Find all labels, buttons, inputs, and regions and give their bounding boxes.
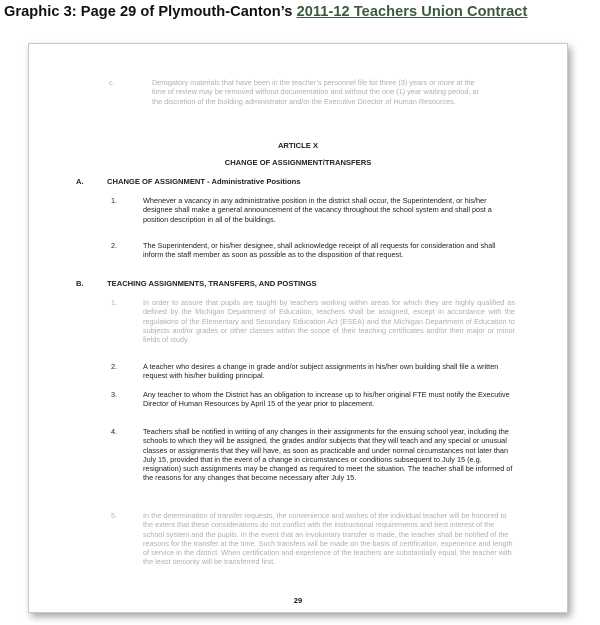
item-text: A teacher who desires a change in grade and/or subject assignments in his/her own building shall file a written request with his/her building principal.: [143, 362, 499, 381]
item-text: In the determination of transfer requests, the convenience and wishes of the individual teacher will be honored to the extent that these considerations do not conflict with the instructional requirements and best interest of the school system and the pupils. In the event that an involuntary transfer is made, the teacher shall be notified of the reasons for the transfer at the time. Such transfers will be made on the basis of certification, experience and length of service in the district. When certification and experience of the teachers are substantially equal, the teacher with the least seniority will be transferred first.: [143, 511, 513, 567]
section-b-item-2: [111, 362, 515, 381]
contract-title-underlined: 2011-12 Teachers Union Contract: [296, 4, 528, 20]
section-b-title: TEACHING ASSIGNMENTS, TRANSFERS, AND POSTINGS: [107, 279, 317, 288]
item-text: Whenever a vacancy in any administrative position in the district shall occur, the Superintendent, or his/her designee shall make a general announcement of the vacancy throughout the school system and shall post a position description in all of the buildings.: [143, 196, 492, 224]
item-number: 2.: [111, 241, 118, 250]
section-a-item-1: [111, 196, 515, 224]
item-number: 3.: [111, 390, 118, 399]
page-number: 29: [293, 596, 303, 605]
item-number: 5.: [111, 511, 118, 520]
section-a-item-2: [111, 241, 515, 260]
section-a-letter: A.: [76, 177, 84, 186]
item-c: [109, 78, 479, 106]
item-number: 1.: [111, 298, 118, 307]
article-title: CHANGE OF ASSIGNMENT/TRANSFERS: [224, 158, 372, 167]
section-b-letter: B.: [76, 279, 84, 288]
item-c-text: Derogatory materials that have been in the teacher’s personnel file for three (3) years or more at the time of review may be removed without documentation and without the one (1) year waiting period, at the discretion of the building administrator and/or the Executive Director of Human Resources.: [152, 78, 479, 106]
graphic-title: [4, 4, 527, 20]
graphic-title-prefix: Graphic 3: Page 29 of Plymouth-Canton’s: [4, 4, 297, 20]
contract-page: [28, 43, 568, 613]
item-number: 1.: [111, 196, 118, 205]
item-text: The Superintendent, or his/her designee, shall acknowledge receipt of all requests for consideration and shall inform the staff member as soon as possible as to the disposition of that request.: [143, 241, 496, 260]
section-a-title: CHANGE OF ASSIGNMENT - Administrative Positions: [107, 177, 301, 186]
item-number: 4.: [111, 427, 118, 436]
section-b-item-4: [111, 427, 515, 483]
item-text: In order to assure that pupils are taught by teachers working within areas for which they are highly qualified as defined by the Michigan Department of Education, teachers shall be assigned, except in accordance with the regulations of the Elementary and Secondary Education Act (ESEA) and the Michigan Department of Education to subjects and/or grades or other classes within the scope of their teaching certificates and/or their major or minor fields of study.: [143, 298, 515, 345]
item-c-label: c.: [109, 78, 115, 87]
item-text: Teachers shall be notified in writing of any changes in their assignments for the ensuing school year, including the schools to which they will be assigned, the grades and/or subjects that they will teach and any special or unusual classes or assignments that they will have, as soon as practicable and under normal circumstances not later than July 15, provided that in the event of a change in circumstances or conditions subsequent to July 15 (e.g. resignation) such assignments may be changed as required to meet the situation. The teacher shall be informed of the reasons for any changes that become necessary after July 15.: [143, 427, 513, 483]
section-b-item-5: [111, 511, 515, 567]
item-text: Any teacher to whom the District has an obligation to increase up to his/her original FTE must notify the Executive Director of Human Resources by April 15 of the year prior to placement.: [143, 390, 510, 409]
section-b-item-3: [111, 390, 515, 409]
article-number: ARTICLE X: [277, 141, 319, 150]
item-number: 2.: [111, 362, 118, 371]
section-b-item-1: [111, 298, 515, 344]
